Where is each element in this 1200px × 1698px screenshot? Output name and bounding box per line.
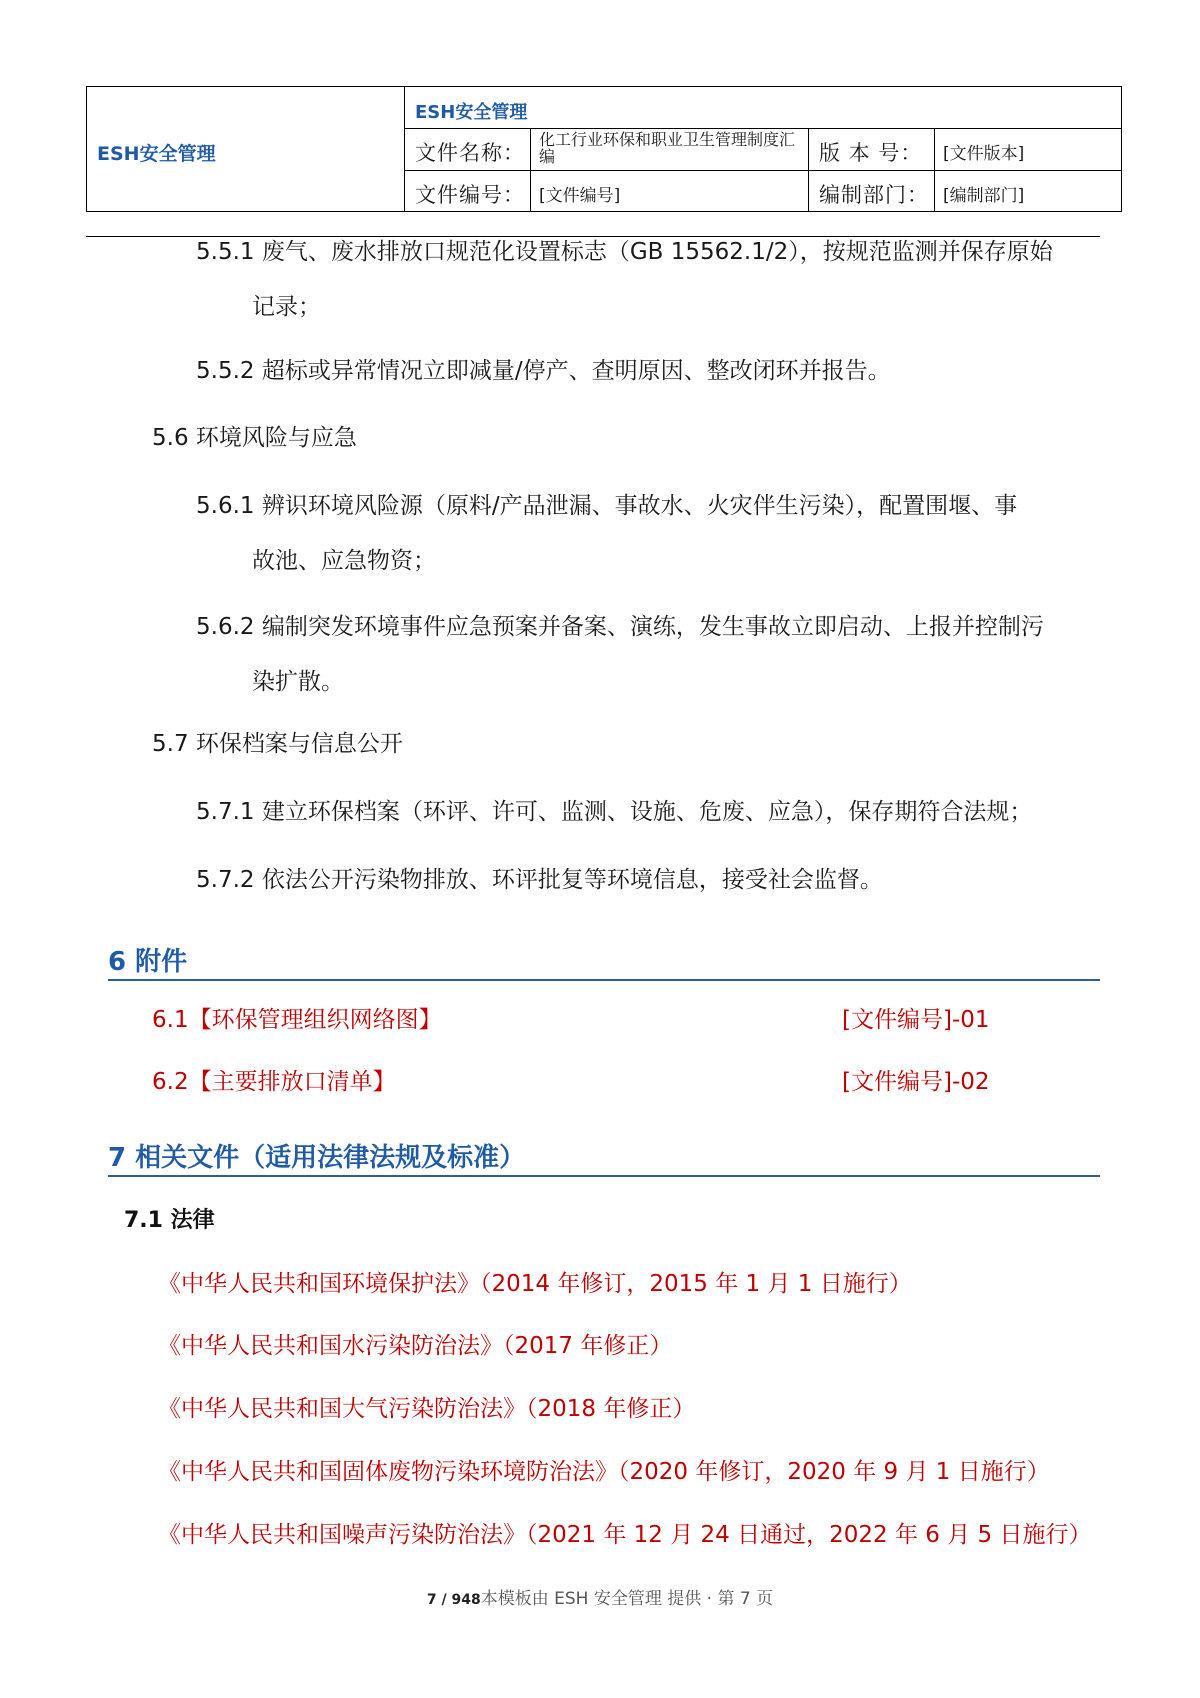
footer-text: 本模板由 ESH 安全管理 提供 · 第 7 页 (480, 1589, 774, 1609)
attachment-label: 6.1【环保管理组织网络图】 (152, 1007, 442, 1033)
page-count: 7 / 948 (426, 1592, 481, 1608)
attachment-code: [文件编号]-02 (842, 1069, 990, 1095)
dept-value-cell (935, 171, 1121, 211)
paragraph-5-5-1: 5.5.1 废气、废水排放口规范化设置标志（GB 15562.1/2），按规范监测并保存原始 (196, 239, 1053, 265)
heading-5-6: 5.6 环境风险与应急 (152, 425, 357, 451)
paragraph-5-6-1-cont: 故池、应急物资； (252, 548, 436, 574)
file-name-value: 化工行业环保和职业卫生管理制度汇编 (539, 130, 796, 166)
law-item: 《中华人民共和国水污染防治法》（2017 年修正） (158, 1333, 673, 1359)
law-item: 《中华人民共和国噪声污染防治法》（2021 年 12 月 24 日通过，2022 年 6 月 5 日施行） (158, 1522, 1092, 1548)
file-no-value-cell (531, 171, 809, 211)
page-footer (0, 1584, 1200, 1609)
header-row-file-no (405, 171, 1121, 211)
file-name-label: 文件名称： (415, 141, 525, 165)
section-6-rule (108, 979, 1100, 981)
paragraph-5-6-2-cont: 染扩散。 (252, 669, 344, 695)
section-7-title: 7 相关文件（适用法律法规及标准） (108, 1143, 526, 1173)
paragraph-5-7-2: 5.7.2 依法公开污染物排放、环评批复等环境信息，接受社会监督。 (196, 867, 883, 893)
dept-value: [编制部门] (943, 186, 1025, 206)
law-item: 《中华人民共和国固体废物污染环境防治法》（2020 年修订，2020 年 9 月 1 日施行） (158, 1459, 1050, 1485)
dept-label-cell (809, 171, 935, 211)
file-no-label: 文件编号： (415, 183, 525, 207)
law-item: 《中华人民共和国环境保护法》（2014 年修订，2015 年 1 月 1 日施行） (158, 1271, 912, 1297)
heading-5-7: 5.7 环保档案与信息公开 (152, 731, 403, 757)
attachment-code: [文件编号]-01 (842, 1007, 990, 1033)
header-table (86, 86, 1122, 212)
file-name-label-cell (405, 129, 531, 170)
paragraph-5-7-1: 5.7.1 建立环保档案（环评、许可、监测、设施、危废、应急），保存期符合法规； (196, 799, 1033, 825)
version-value: [文件版本] (943, 144, 1025, 164)
header-row-title-text: ESH安全管理 (415, 102, 528, 123)
paragraph-5-5-2: 5.5.2 超标或异常情况立即减量/停产、查明原因、整改闭环并报告。 (196, 358, 891, 384)
version-label: 版 本 号： (819, 141, 923, 165)
paragraph-5-5-1-cont: 记录； (252, 294, 321, 320)
paragraph-5-6-1: 5.6.1 辨识环境风险源（原料/产品泄漏、事故水、火灾伴生污染），配置围堰、事 (196, 493, 1018, 519)
dept-label: 编制部门： (819, 183, 929, 207)
header-brand: ESH安全管理 (97, 143, 216, 165)
file-name-value-cell (531, 129, 809, 170)
header-brand-cell (87, 87, 405, 211)
header-row-file-name (405, 129, 1121, 171)
file-no-label-cell (405, 171, 531, 211)
attachment-label: 6.2【主要排放口清单】 (152, 1069, 396, 1095)
version-value-cell (935, 129, 1121, 170)
version-label-cell (809, 129, 935, 170)
law-item: 《中华人民共和国大气污染防治法》（2018 年修正） (158, 1396, 696, 1422)
file-no-value: [文件编号] (539, 186, 621, 206)
section-6-title: 6 附件 (108, 947, 188, 977)
paragraph-5-6-2: 5.6.2 编制突发环境事件应急预案并备案、演练，发生事故立即启动、上报并控制污 (196, 614, 1044, 640)
section-7-rule (108, 1175, 1100, 1177)
section-7-1-heading: 7.1 法律 (124, 1208, 215, 1233)
header-row-title (405, 87, 1121, 129)
